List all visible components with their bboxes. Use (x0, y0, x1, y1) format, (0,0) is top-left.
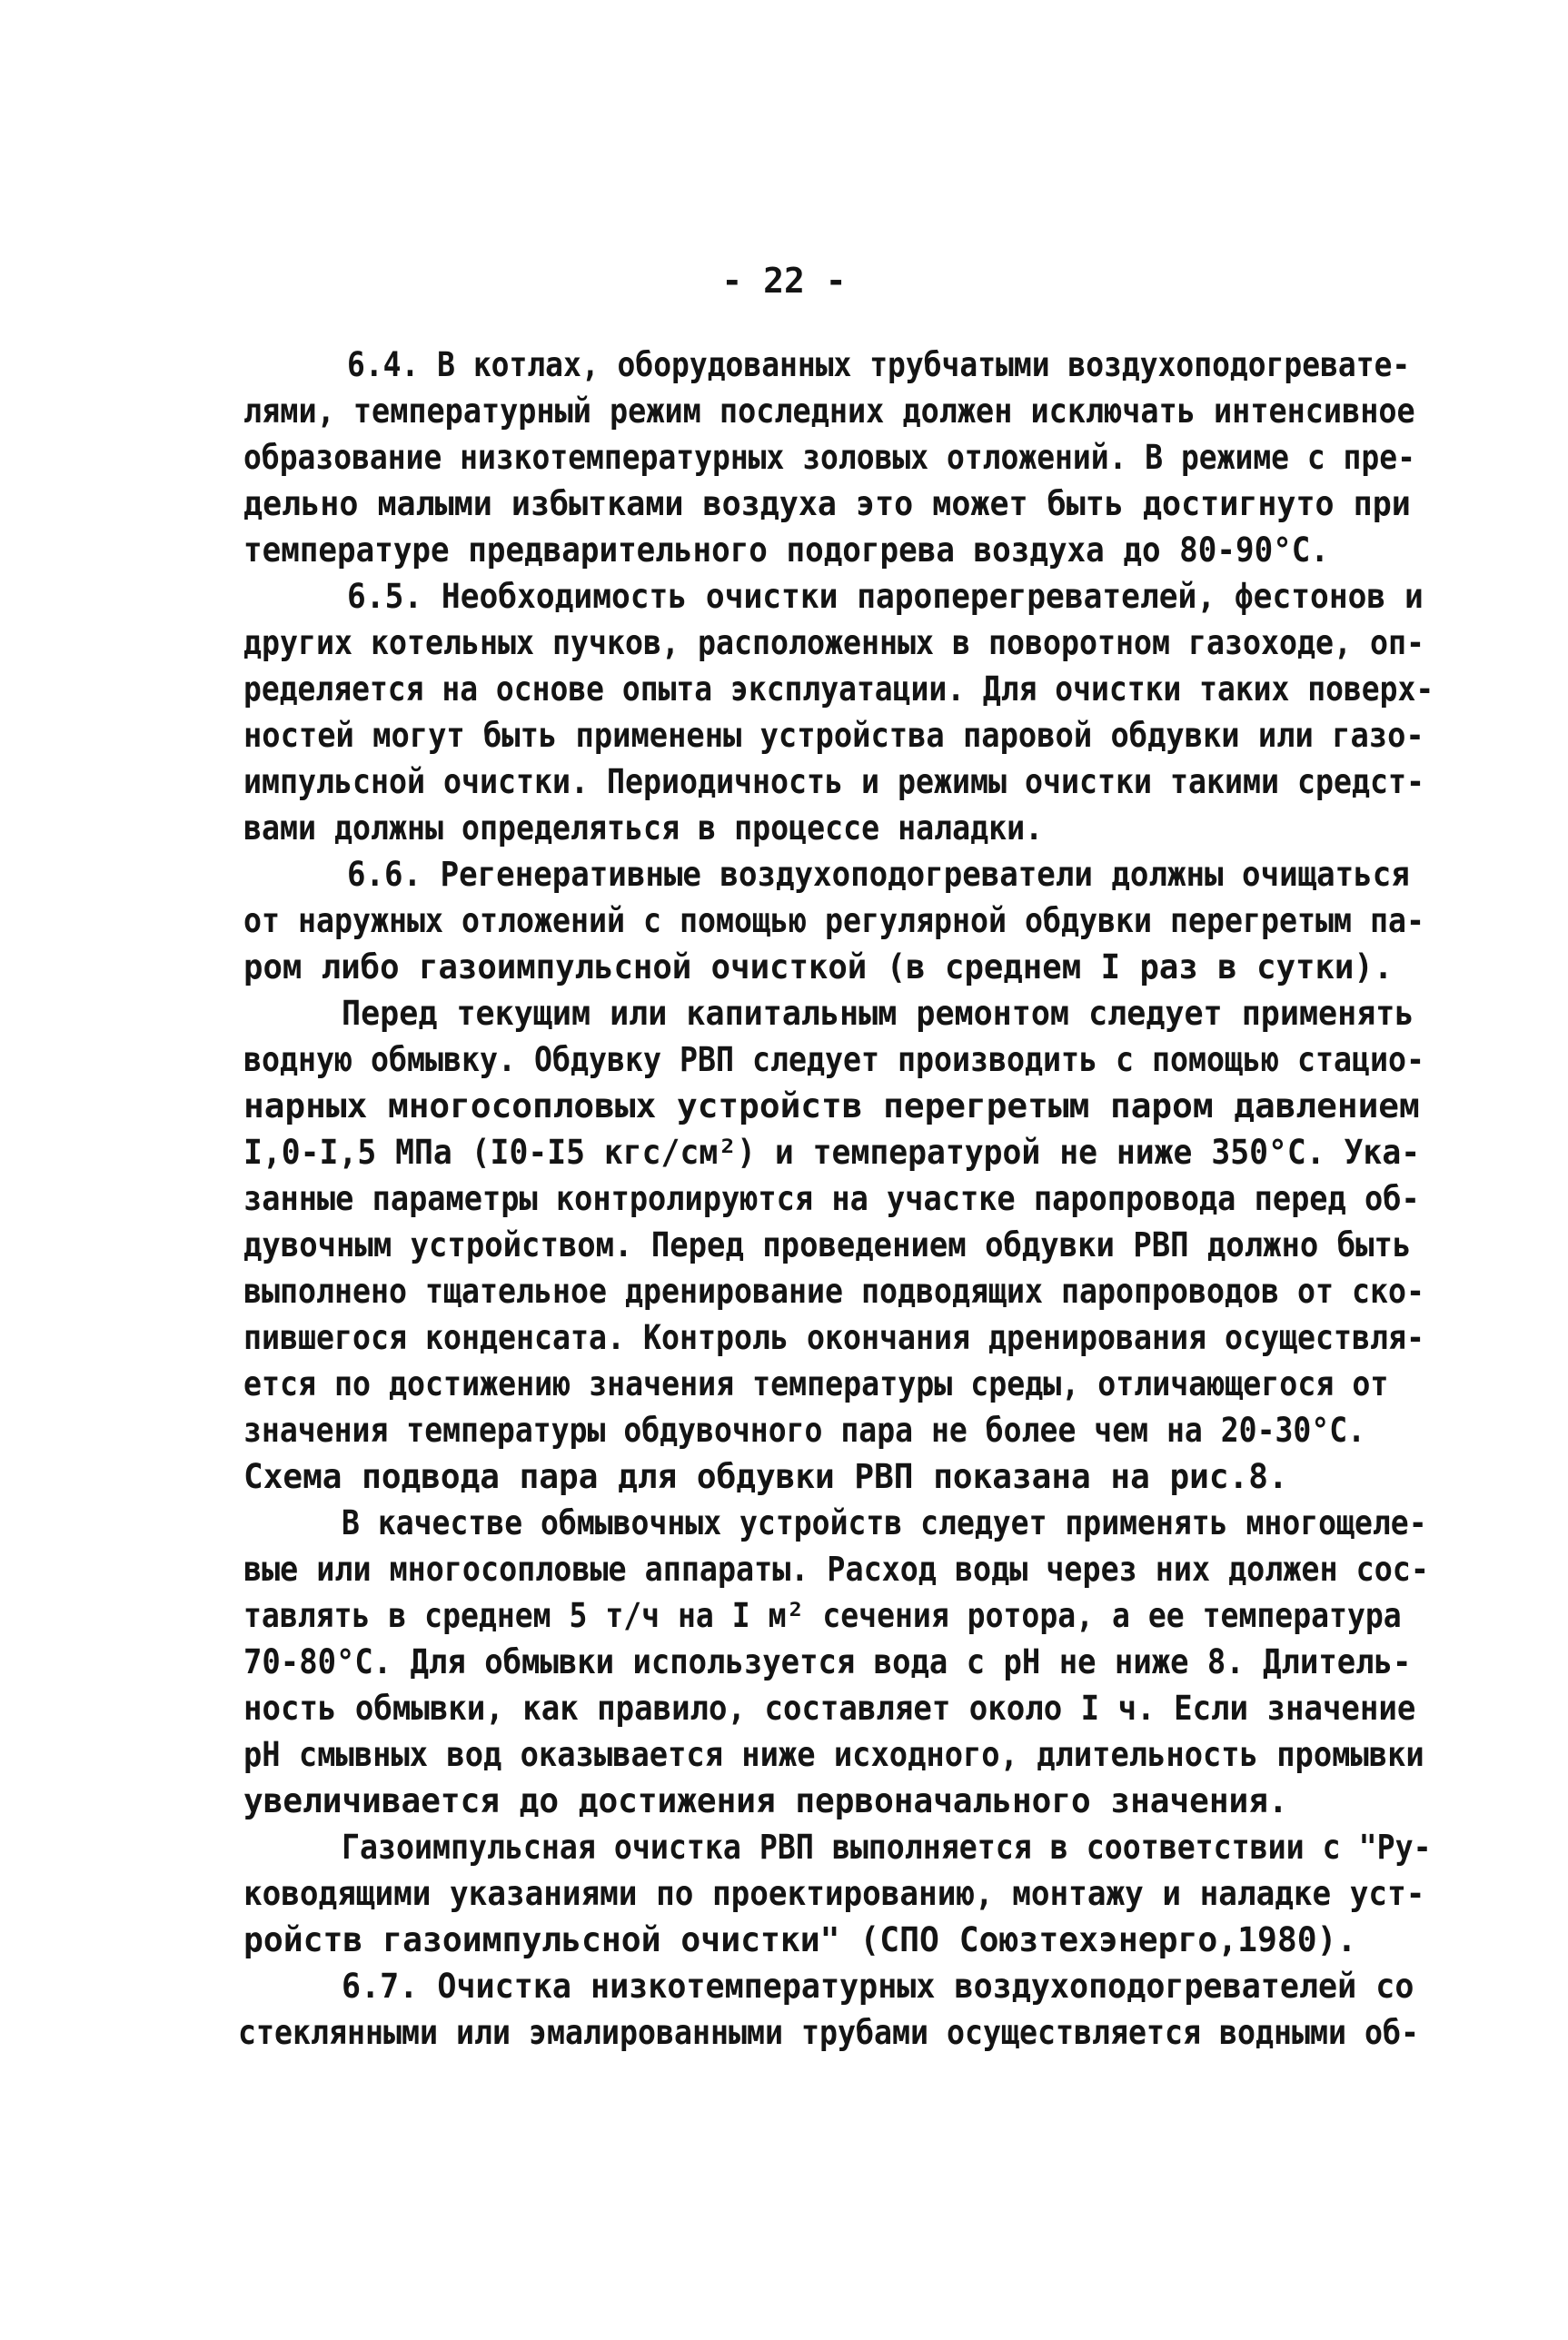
text-line: вами должны определяться в процессе наладки. (243, 808, 1044, 848)
text-line: Газоимпульсная очистка РВП выполняется в соответствии с "Ру- (342, 1828, 1432, 1867)
text-line: 6.6. Регенеративные воздухоподогреватели должны очищаться (347, 855, 1410, 894)
text-line: ройств газоимпульсной очистки" (СПО Союзтехэнерго,1980). (243, 1920, 1357, 1959)
text-line: ром либо газоимпульсной очисткой (в среднем I раз в сутки). (243, 947, 1394, 987)
text-line: 6.7. Очистка низкотемпературных воздухоподогревателей со (342, 1967, 1414, 2006)
text-line: водную обмывку. Обдувку РВП следует производить с помощью стацио- (243, 1040, 1424, 1079)
text-line: занные параметры контролируются на участке паропровода перед об- (243, 1179, 1420, 1218)
text-line: выполнено тщательное дренирование подводящих паропроводов от ско- (243, 1272, 1424, 1311)
text-line: ководящими указаниями по проектированию, монтажу и наладке уст- (243, 1874, 1425, 1913)
text-line: I,0-I,5 МПа (I0-I5 кгс/см²) и температурой не ниже 350°С. Ука- (243, 1133, 1421, 1172)
text-line: пившегося конденсата. Контроль окончания дренирования осуществля- (243, 1318, 1424, 1357)
text-line: стеклянными или эмалированными трубами осуществляется водными об- (238, 2013, 1419, 2052)
text-line: вые или многосопловые аппараты. Расход воды через них должен сос- (243, 1550, 1429, 1589)
text-line: Перед текущим или капитальным ремонтом следует применять (342, 994, 1414, 1033)
text-line: ностей могут быть применены устройства паровой обдувки или газо- (243, 716, 1424, 755)
text-line: от наружных отложений с помощью регулярной обдувки перегретым па- (243, 901, 1424, 940)
text-line: ется по достижению значения температуры среды, отличающегося от (243, 1364, 1389, 1403)
text-line: 6.4. В котлах, оборудованных трубчатыми воздухоподогревате- (347, 345, 1411, 384)
text-line: температуре предварительного подогрева воздуха до 80-90°С. (243, 530, 1330, 570)
text-line: лями, температурный режим последних должен исключать интенсивное (243, 392, 1415, 431)
page-number: - 22 - (721, 261, 847, 301)
text-line: образование низкотемпературных золовых отложений. В режиме с пре- (243, 438, 1415, 477)
text-line: 70-80°С. Для обмывки используется вода с pH не ниже 8. Длитель- (243, 1642, 1412, 1681)
text-line: нарных многосопловых устройств перегретым паром давлением (243, 1086, 1420, 1125)
text-line: В качестве обмывочных устройств следует применять многощеле- (342, 1503, 1427, 1542)
text-line: дельно малыми избытками воздуха это может быть достигнуто при (243, 484, 1411, 523)
text-line: увеличивается до достижения первоначального значения. (243, 1781, 1288, 1820)
text-line: импульсной очистки. Периодичность и режимы очистки такими средст- (243, 762, 1424, 801)
text-line: ределяется на основе опыта эксплуатации. Для очистки таких поверх- (243, 669, 1434, 709)
text-line: ность обмывки, как правило, составляет около I ч. Если значение (243, 1689, 1416, 1728)
text-line: Схема подвода пара для обдувки РВП показана на рис.8. (243, 1457, 1288, 1496)
text-line: pH смывных вод оказывается ниже исходного, длительность промывки (243, 1735, 1424, 1774)
text-line: других котельных пучков, расположенных в поворотном газоходе, оп- (243, 623, 1424, 662)
text-line: значения температуры обдувочного пара не более чем на 20-30°С. (243, 1411, 1366, 1450)
text-line: тавлять в среднем 5 т/ч на I м² сечения ротора, а ее температура (243, 1596, 1402, 1635)
text-line: 6.5. Необходимость очистки пароперегревателей, фестонов и (347, 577, 1424, 616)
text-line: дувочным устройством. Перед проведением обдувки РВП должно быть (243, 1225, 1412, 1264)
